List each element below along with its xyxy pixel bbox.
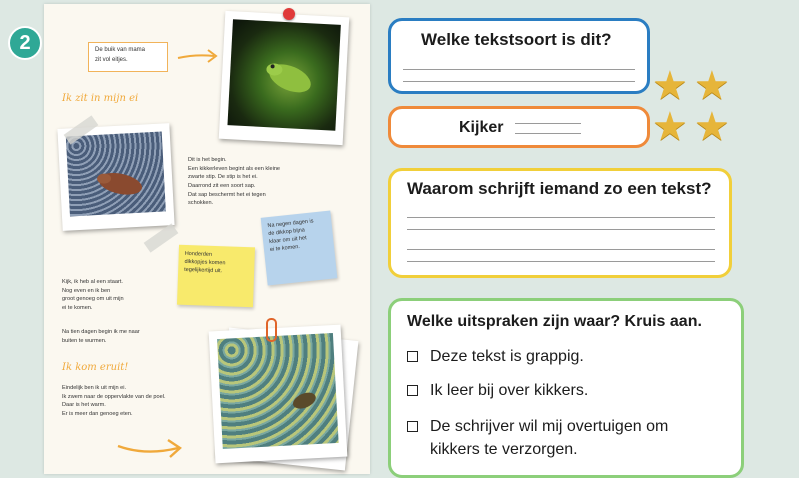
answer-line[interactable] (407, 229, 715, 230)
question-purpose (388, 168, 732, 278)
heading-ik-zit-in-mijn-ei: Ik zit in mijn ei (62, 93, 139, 104)
question-title: Waarom schrijft iemand zo een tekst? (407, 179, 712, 198)
checkbox-icon[interactable] (407, 421, 418, 432)
paragraph-het-begin: Dit is het begin. Een kikkerleven begint als een kleine zwarte stip. De stip is het ei. Daarrond zit een soort sap. Dat sap beschermt het ei tegen schokken. (188, 157, 281, 207)
answer-line[interactable] (403, 69, 635, 70)
question-title: Welke tekstsoort is dit? (421, 30, 612, 49)
answer-line[interactable] (515, 133, 581, 134)
star-icon: ★ (694, 105, 730, 149)
paragraph-eruit: Eindelijk ben ik uit mijn ei. Ik zwem naar de oppervlakte van de poel. Daar is het warm. Er is meer dan genoeg eten. (62, 385, 166, 417)
star-icon: ★ (652, 64, 688, 108)
photo-frog (219, 11, 350, 145)
exercise-number-badge: 2 (8, 26, 42, 60)
sticky-note-yellow: Honderden dikkopjes komen tegelijkertijd uit. (177, 245, 255, 308)
answer-line[interactable] (407, 217, 715, 218)
answer-line[interactable] (407, 261, 715, 262)
answer-line[interactable] (515, 123, 581, 124)
arrow-icon (116, 430, 186, 460)
option-row[interactable] (407, 345, 727, 368)
option-label: De schrijver wil mij overtuigen om kikkers te verzorgen. (430, 418, 669, 459)
option-row[interactable] (407, 415, 717, 461)
kijker-label: Kijker (459, 119, 504, 136)
note-box-text: De buik van mama zit vol eitjes. (95, 47, 146, 63)
option-label: Deze tekst is grappig. (430, 348, 584, 365)
question-title: Welke uitspraken zijn waar? Kruis aan. (407, 313, 702, 330)
note-box (88, 42, 168, 72)
star-icon: ★ (694, 64, 730, 108)
sticky-note-blue: Na negen dagen is de dikkop bijna klaar om uit het ei te komen. (261, 211, 338, 286)
answer-line[interactable] (407, 249, 715, 250)
checkbox-icon[interactable] (407, 385, 418, 396)
option-label: Ik leer bij over kikkers. (430, 382, 589, 399)
pushpin-icon (283, 8, 295, 20)
question-kijker (388, 106, 650, 148)
arrow-icon (176, 46, 220, 66)
paperclip-icon (266, 318, 277, 342)
answer-line[interactable] (403, 81, 635, 82)
heading-ik-kom-eruit: Ik kom eruit! (62, 362, 129, 373)
option-row[interactable] (407, 379, 727, 402)
photo-tadpoles (209, 325, 348, 464)
checkbox-icon[interactable] (407, 351, 418, 362)
question-text-type (388, 18, 650, 94)
paragraph-wurmen: Na tien dagen begin ik me naar buiten te wurmen. (62, 329, 140, 344)
question-statements (388, 298, 744, 478)
star-icon: ★ (652, 105, 688, 149)
paragraph-staart: Kijk, ik heb al een staart. Nog even en ik ben groot genoeg om uit mijn ei te komen. (62, 279, 124, 311)
